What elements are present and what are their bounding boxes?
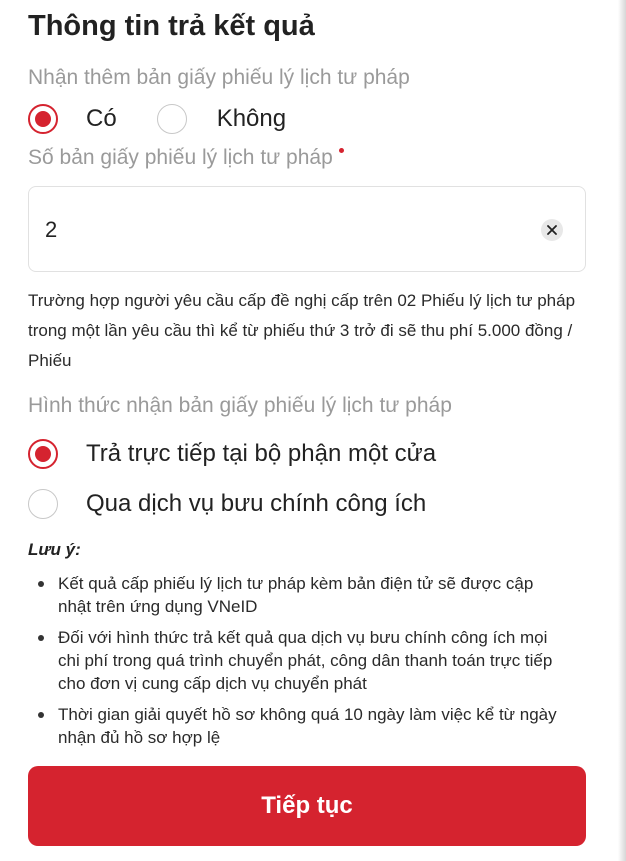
required-dot-icon — [339, 148, 344, 153]
notice-item: Kết quả cấp phiếu lý lịch tư pháp kèm bản điện tử sẽ được cập nhật trên ứng dụng VNeID — [36, 572, 566, 618]
close-icon — [547, 225, 557, 235]
radio-checked-icon[interactable] — [28, 104, 58, 134]
notice-item: Thời gian giải quyết hồ sơ không quá 10 ngày làm việc kể từ ngày nhận đủ hồ sơ hợp lệ — [36, 703, 566, 749]
copy-count-input[interactable] — [28, 186, 586, 272]
copy-fee-note: Trường hợp người yêu cầu cấp đề nghị cấp trên 02 Phiếu lý lịch tư pháp trong một lần yêu cầu thì kể từ phiếu thứ 3 trở đi sẽ thu phí 5.000 đồng / Phiếu — [28, 291, 576, 370]
delivery-method-label: Hình thức nhận bản giấy phiếu lý lịch tư pháp — [28, 394, 452, 417]
delivery-option-postal-label: Qua dịch vụ bưu chính công ích — [86, 490, 427, 517]
notice-title: Lưu ý: — [28, 540, 81, 559]
notice-item: Đối với hình thức trả kết quả qua dịch vụ bưu chính công ích mọi chi phí trong quá trình chuyển phát, công dân thanh toán trực tiếp cho đơn vị cung cấp dịch vụ chuyển phát — [36, 626, 566, 695]
extra-copy-radio-group — [28, 104, 286, 134]
delivery-option-postal[interactable] — [28, 489, 426, 519]
radio-unchecked-icon[interactable] — [28, 489, 58, 519]
radio-checked-icon[interactable] — [28, 439, 58, 469]
notice-list — [36, 572, 566, 757]
clear-input-button[interactable] — [541, 219, 563, 241]
radio-unchecked-icon[interactable] — [157, 104, 187, 134]
right-edge-shadow — [618, 0, 626, 861]
delivery-option-direct-label: Trả trực tiếp tại bộ phận một cửa — [86, 440, 437, 467]
copy-count-value[interactable]: 2 — [45, 217, 58, 242]
copy-count-label-text: Số bản giấy phiếu lý lịch tư pháp — [28, 146, 333, 169]
extra-copy-label: Nhận thêm bản giấy phiếu lý lịch tư pháp — [28, 66, 410, 89]
section-title: Thông tin trả kết quả — [28, 10, 315, 42]
extra-copy-option-no[interactable] — [157, 104, 286, 134]
continue-button[interactable]: Tiếp tục — [28, 766, 586, 846]
copy-count-label — [28, 146, 344, 170]
extra-copy-option-no-label: Không — [216, 105, 287, 132]
extra-copy-option-yes[interactable] — [28, 104, 117, 134]
delivery-option-direct[interactable] — [28, 439, 436, 469]
extra-copy-option-yes-label: Có — [86, 105, 117, 132]
